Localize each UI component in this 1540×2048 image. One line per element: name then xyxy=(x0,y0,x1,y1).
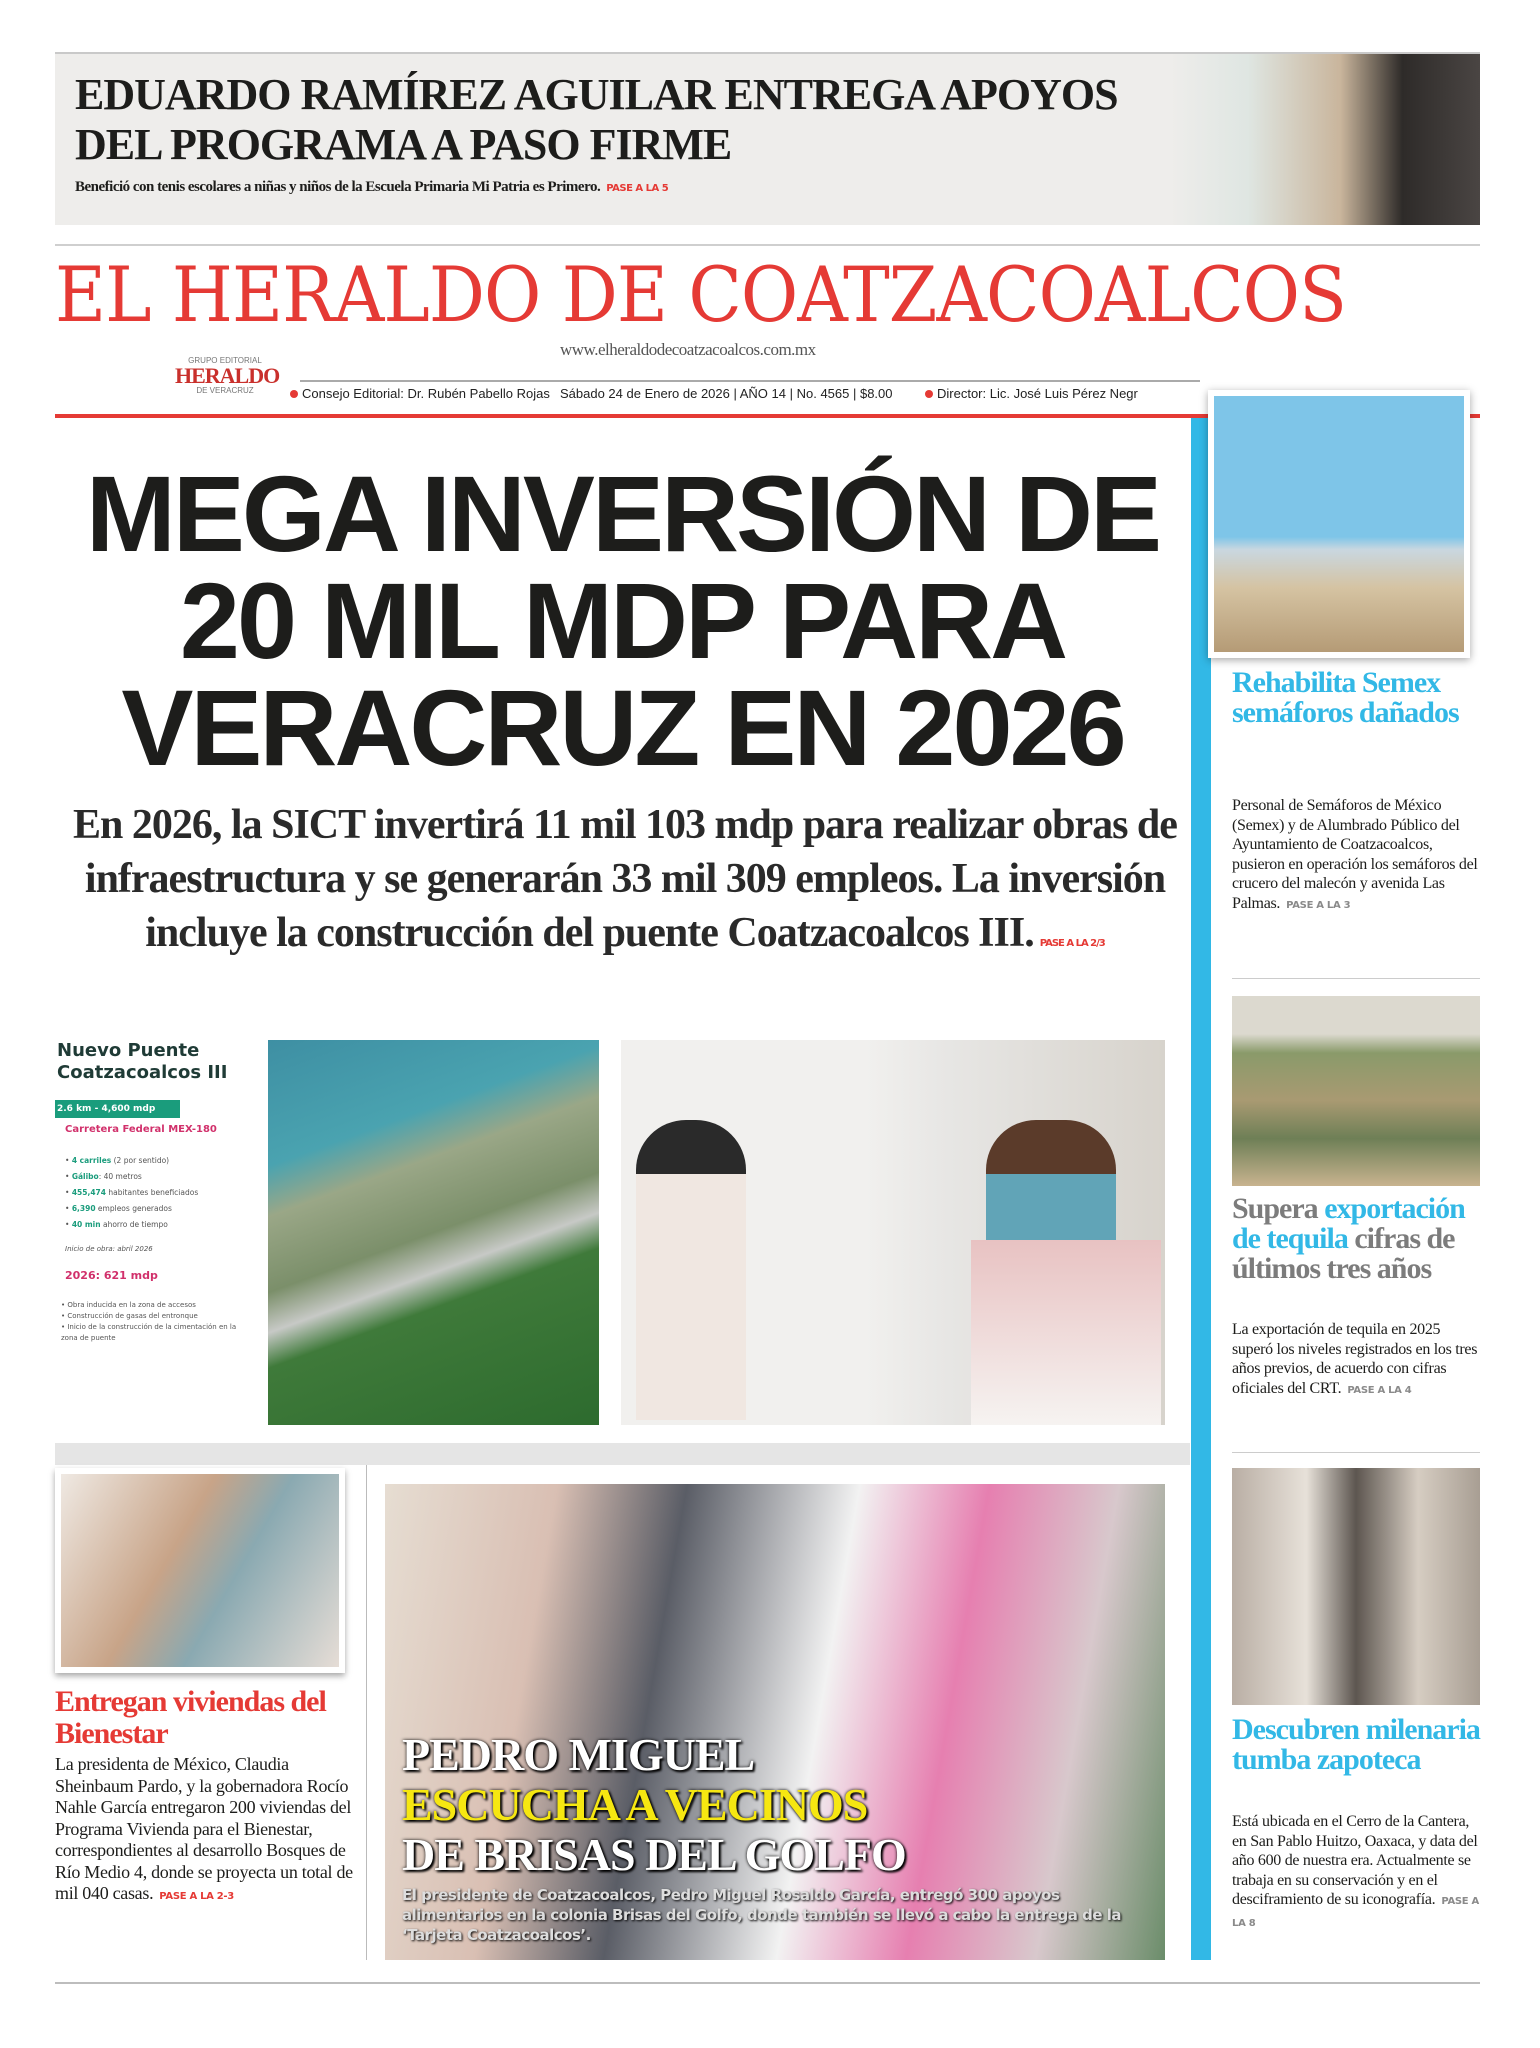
infographic-road: Carretera Federal MEX-180 xyxy=(65,1124,217,1135)
list-item: • Construcción de gasas del entronque xyxy=(61,1312,198,1320)
presidents-photo xyxy=(621,1040,1165,1425)
bullet-icon xyxy=(925,390,933,398)
tequila-body-text: La exportación de tequila en 2025 superó los niveles registrados en los tres años previos, de acuerdo con cifras oficiales del CRT. xyxy=(1232,1321,1478,1397)
pedro-body: El presidente de Coatzacoalcos, Pedro Miguel Rosaldo García, entregó 300 apoyos alimentarios en la colonia Brisas del Golfo, donde también se llevó a cabo la entrega de la ‘Tarjeta Coatzacoalcos’. xyxy=(402,1886,1121,1944)
divider-band xyxy=(55,1443,1190,1465)
masthead-url[interactable]: www.elheraldodecoatzacoalcos.com.mx xyxy=(560,340,816,359)
list-item: • 6,390 empleos generados xyxy=(65,1204,172,1213)
divider xyxy=(1232,978,1480,979)
group-logo-name: HERALDO xyxy=(175,363,280,388)
pedro-headline[interactable] xyxy=(402,1730,1162,1880)
consejo-editorial xyxy=(290,386,550,402)
director xyxy=(925,386,1138,402)
list-item: • 455,474 habitantes beneficiados xyxy=(65,1188,199,1197)
group-logo-bottom: DE VERACRUZ xyxy=(196,386,254,395)
semaforos-photo xyxy=(1208,390,1470,658)
bullet-icon xyxy=(290,390,298,398)
vivienda-body-text: La presidenta de México, Claudia Sheinbaum Pardo, y la gobernadora Rocío Nahle García entregaron 200 viviendas del Programa Vivienda para el Bienestar, correspondientes al desarrollo Bosques de Río Medio 4, donde se proyecta un total de mil 040 casas. xyxy=(55,1754,353,1903)
pedro-headline-line3: DE BRISAS DEL GOLFO xyxy=(402,1829,906,1880)
tequila-headline[interactable]: Supera exportación de tequila cifras de últimos tres años xyxy=(1232,1192,1465,1285)
group-logo-top: GRUPO EDITORIAL xyxy=(188,356,262,365)
tequila-pase: PASE A LA 4 xyxy=(1347,1384,1412,1396)
divider xyxy=(1232,1452,1480,1453)
pedro-headline-line1: PEDRO MIGUEL xyxy=(402,1729,755,1780)
consejo-text: Consejo Editorial: Dr. Rubén Pabello Rojas xyxy=(302,386,550,401)
banner-subtext-text: Benefició con tenis escolares a niñas y niños de la Escuela Primaria Mi Patria es Primero. xyxy=(75,179,601,195)
bridge-infographic xyxy=(55,1040,255,1425)
tequila-photo xyxy=(1232,996,1480,1186)
infographic-start: Inicio de obra: abril 2026 xyxy=(65,1245,153,1253)
tequila-body xyxy=(1232,1320,1484,1400)
tumba-photo xyxy=(1232,1468,1480,1705)
lead-headline[interactable]: MEGA INVERSIÓN DE 20 MIL MDP PARA VERACRUZ EN 2026 xyxy=(85,453,1160,788)
tumba-pase: PASE A LA 8 xyxy=(1232,1896,1479,1929)
semex-body-text: Personal de Semáforos de México (Semex) y de Alumbrado Público del Ayuntamiento de Coatzacoalcos, pusieron en operación los semáforos del crucero del malecón y avenida Las Palmas. xyxy=(1232,797,1478,912)
top-banner-story[interactable] xyxy=(55,52,1480,225)
list-item: • 4 carriles (2 por sentido) xyxy=(65,1156,170,1165)
tumba-body xyxy=(1232,1812,1484,1933)
semex-headline[interactable]: Rehabilita Semex semáforos dañados xyxy=(1232,666,1459,729)
banner-photo xyxy=(1170,54,1480,225)
lead-deck-text: En 2026, la SICT invertirá 11 mil 103 mdp para realizar obras de infraestructura y se generarán 33 mil 309 empleos. La inversión incluye la construcción del puente Coatzacoalcos III. xyxy=(73,802,1177,956)
infographic-works xyxy=(55,1300,255,1344)
tumba-headline[interactable]: Descubren milenaria tumba zapoteca xyxy=(1232,1713,1480,1776)
banner-headline: EDUARDO RAMÍREZ AGUILAR ENTREGA APOYOS DEL PROGRAMA A PASO FIRME xyxy=(75,70,1118,169)
banner-subtext xyxy=(75,179,668,196)
bridge-photo xyxy=(268,1040,599,1425)
vivienda-photo xyxy=(55,1468,345,1673)
infographic-bullets xyxy=(55,1153,255,1233)
divider xyxy=(300,380,1200,382)
vivienda-body xyxy=(55,1754,360,1908)
semex-body xyxy=(1232,796,1484,915)
semex-pase: PASE A LA 3 xyxy=(1286,899,1351,911)
list-item: • Inicio de la construcción de la cimentación en la zona de puente xyxy=(61,1323,237,1342)
list-item: • Gálibo: 40 metros xyxy=(65,1172,142,1181)
divider xyxy=(55,244,1480,246)
lead-deck xyxy=(70,798,1180,971)
group-logo xyxy=(175,356,280,396)
infographic-year-amount: 2026: 621 mdp xyxy=(65,1269,158,1282)
infographic-title: Nuevo Puente Coatzacoalcos III xyxy=(57,1040,228,1083)
tumba-body-text: Está ubicada en el Cerro de la Cantera, en San Pablo Huitzo, Oaxaca, y data del año 600 de nuestra era. Actualmente se trabaja en su conservación y en el desciframiento de su iconografía. xyxy=(1232,1813,1478,1908)
list-item: • 40 min ahorro de tiempo xyxy=(65,1220,168,1229)
divider xyxy=(366,1465,367,1960)
pedro-headline-line2: ESCUCHA A VECINOS xyxy=(402,1779,868,1830)
infographic-badge: 2.6 km - 4,600 mdp xyxy=(55,1100,180,1118)
banner-pase: PASE A LA 5 xyxy=(606,183,669,194)
director-text: Director: Lic. José Luis Pérez Negr xyxy=(937,386,1138,401)
divider xyxy=(55,1982,1480,1984)
lead-pase: PASE A LA 2/3 xyxy=(1039,938,1105,949)
vivienda-pase: PASE A LA 2-3 xyxy=(159,1891,234,1902)
date-issue: Sábado 24 de Enero de 2026 | AÑO 14 | No. 4565 | $8.00 xyxy=(560,386,893,401)
list-item: • Obra inducida en la zona de accesos xyxy=(61,1301,196,1309)
vivienda-headline[interactable]: Entregan viviendas del Bienestar xyxy=(55,1685,326,1750)
masthead-title: EL HERALDO DE COATZACOALCOS xyxy=(55,250,1347,339)
